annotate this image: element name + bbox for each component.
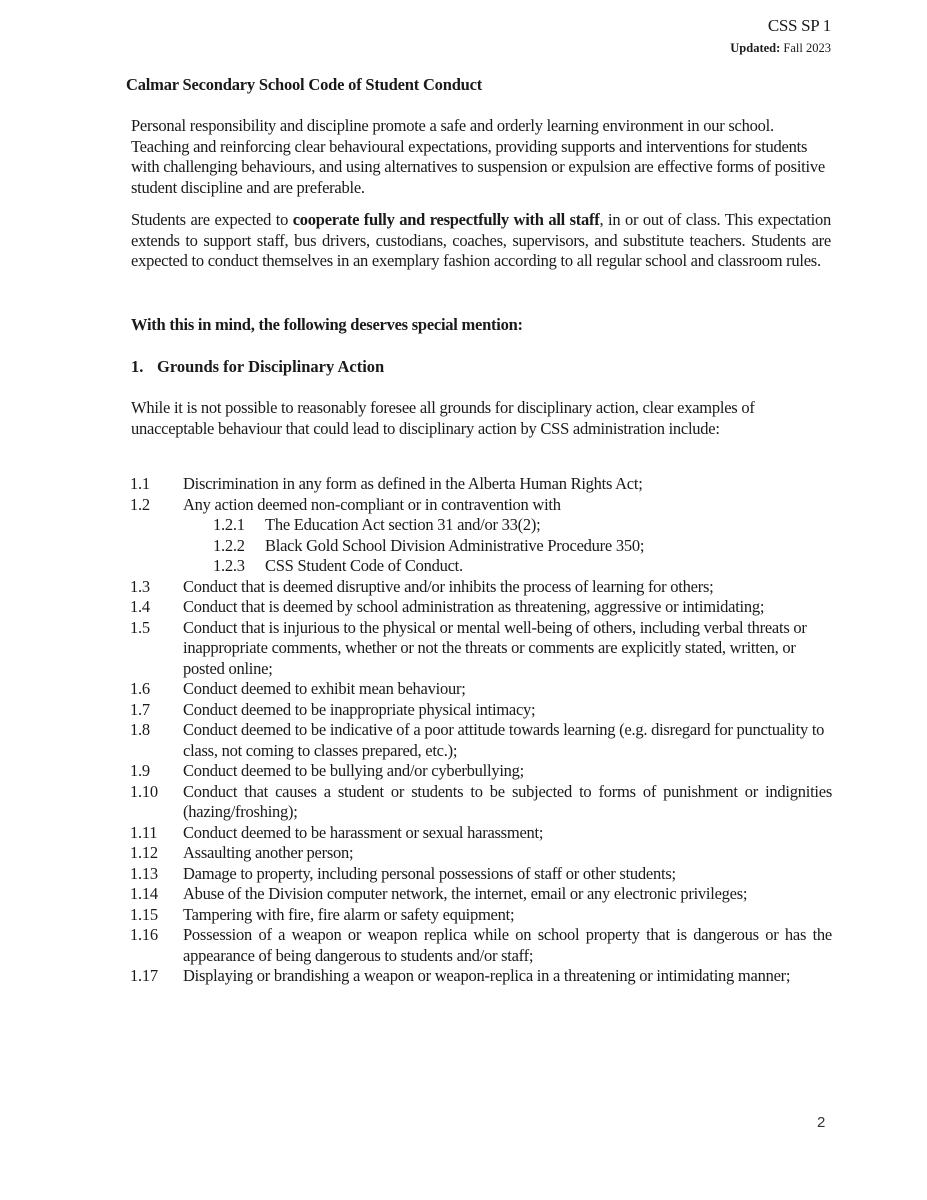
list-item	[130, 843, 832, 864]
item-text: Conduct that causes a student or students to be subjected to forms of punishment or indignities (hazing/froshing);	[183, 781, 832, 821]
item-number: 1.3	[130, 576, 150, 596]
item-text: CSS Student Code of Conduct.	[265, 556, 463, 575]
item-text: Conduct deemed to be bullying and/or cyberbullying;	[183, 761, 525, 780]
item-text: Conduct deemed to be indicative of a poor attitude towards learning (e.g. disregard for punctuality to class, not coming to classes prepared, etc.);	[183, 720, 825, 760]
item-text: Conduct that is deemed by school administration as threatening, aggressive or intimidating;	[183, 597, 765, 616]
item-number: 1.14	[130, 884, 158, 903]
text-run: Students are expected to	[131, 210, 293, 229]
item-number: 1.9	[130, 761, 150, 780]
item-number: 1.6	[130, 679, 150, 698]
item-number: 1.2.3	[213, 556, 245, 575]
section-title: Grounds for Disciplinary Action	[157, 357, 385, 376]
item-number: 1.5	[130, 617, 150, 637]
item-number: 1.4	[130, 597, 150, 616]
list-item	[130, 905, 832, 926]
item-number: 1.2.1	[213, 515, 245, 534]
item-text: Conduct deemed to be inappropriate physical intimacy;	[183, 699, 536, 719]
list-item	[130, 474, 832, 495]
section-number: 1.	[131, 357, 144, 376]
item-text: The Education Act section 31 and/or 33(2);	[265, 515, 541, 534]
list-item	[130, 884, 832, 905]
updated-date	[730, 41, 831, 56]
document-code: CSS SP 1	[767, 16, 831, 35]
section-intro: While it is not possible to reasonably foresee all grounds for disciplinary action, clear examples of unacceptable behaviour that could lead to disciplinary action by CSS administration include:	[131, 398, 755, 438]
sub-list-item	[130, 515, 832, 536]
item-number: 1.12	[130, 843, 158, 862]
special-mention-heading: With this in mind, the following deserves special mention:	[131, 315, 523, 334]
list-item	[130, 618, 832, 680]
item-text: Assaulting another person;	[183, 843, 354, 862]
item-text: Conduct that is deemed disruptive and/or inhibits the process of learning for others;	[183, 576, 714, 596]
item-number: 1.17	[130, 966, 158, 985]
item-text: Tampering with fire, fire alarm or safety equipment;	[183, 904, 515, 924]
item-number: 1.15	[130, 904, 158, 924]
page-number: 2	[817, 1114, 826, 1131]
item-number: 1.8	[130, 720, 150, 739]
item-text: Damage to property, including personal possessions of staff or other students;	[183, 863, 676, 883]
item-text: Possession of a weapon or weapon replica while on school property that is dangerous or has the appearance of being dangerous to students and/or staff;	[183, 925, 832, 965]
item-number: 1.16	[130, 925, 158, 944]
updated-label: Updated:	[730, 41, 781, 55]
list-item	[130, 782, 832, 823]
intro-paragraph-2	[131, 210, 831, 272]
updated-value: Fall 2023	[780, 41, 831, 55]
grounds-list	[130, 474, 832, 987]
list-item	[130, 966, 832, 987]
list-item	[130, 720, 832, 761]
list-item	[130, 577, 832, 598]
item-number: 1.2.2	[213, 535, 245, 555]
item-text: Black Gold School Division Administrative Procedure 350;	[265, 535, 645, 555]
list-item	[130, 864, 832, 885]
text-run: , in or out of class. This expectation extends to support staff, bus drivers, custodians, coaches, supervisors, and substitute teachers. Students are expected to conduct themselves in an exemplary fashion according to all regular school and classroom rules.	[131, 210, 831, 270]
section-heading	[131, 357, 384, 377]
emphasis-text: cooperate fully and respectfully with all staff	[292, 210, 600, 229]
list-item	[130, 700, 832, 721]
item-number: 1.10	[130, 781, 158, 801]
intro-paragraph-1: Personal responsibility and discipline promote a safe and orderly learning environment in our school. Teaching and reinforcing clear behavioural expectations, providing supports and interventions for students with challenging behaviours, and using alternatives to suspension or expulsion are effective forms of positive student discipline and are preferable.	[131, 116, 825, 197]
item-text: Abuse of the Division computer network, the internet, email or any electronic privileges;	[183, 884, 748, 903]
item-text: Conduct deemed to be harassment or sexual harassment;	[183, 822, 544, 842]
item-text: Conduct that is injurious to the physical or mental well-being of others, including verbal threats or inappropriate comments, whether or not the threats or comments are explicitly stated, written, or posted online;	[183, 617, 807, 678]
item-text: Conduct deemed to exhibit mean behaviour;	[183, 679, 466, 698]
item-number: 1.11	[130, 822, 158, 842]
sub-list-item	[130, 536, 832, 557]
item-number: 1.13	[130, 863, 158, 883]
item-text: Discrimination in any form as defined in the Alberta Human Rights Act;	[183, 474, 643, 493]
list-item	[130, 495, 832, 516]
item-text: Displaying or brandishing a weapon or weapon-replica in a threatening or intimidating manner;	[183, 966, 791, 985]
list-item	[130, 761, 832, 782]
list-item	[130, 597, 832, 618]
page-title: Calmar Secondary School Code of Student Conduct	[126, 75, 483, 94]
item-number: 1.2	[130, 494, 150, 514]
list-item	[130, 679, 832, 700]
sub-list-item	[130, 556, 832, 577]
item-number: 1.1	[130, 474, 150, 493]
list-item	[130, 823, 832, 844]
item-text: Any action deemed non-compliant or in contravention with	[183, 494, 561, 514]
item-number: 1.7	[130, 699, 150, 719]
list-item	[130, 925, 832, 966]
